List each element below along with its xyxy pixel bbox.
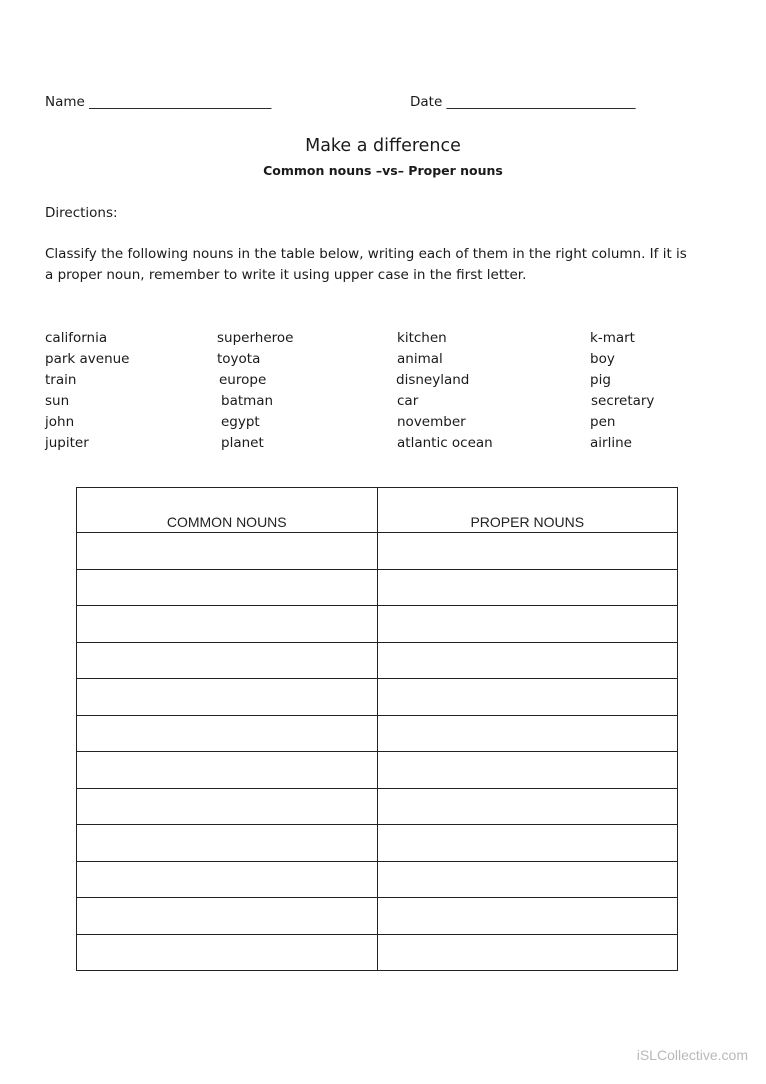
common-noun-cell[interactable] [77, 606, 378, 643]
table-row [77, 642, 678, 679]
proper-nouns-header: PROPER NOUNS [377, 488, 678, 533]
word-item: john [45, 414, 75, 430]
common-noun-cell[interactable] [77, 898, 378, 935]
common-nouns-header: COMMON NOUNS [77, 488, 378, 533]
proper-noun-cell[interactable] [377, 642, 678, 679]
word-item: car [397, 393, 419, 409]
table-row [77, 861, 678, 898]
word-item: california [45, 330, 108, 346]
word-item: sun [45, 393, 70, 409]
proper-noun-cell[interactable] [377, 825, 678, 862]
table-row [77, 788, 678, 825]
word-item: planet [221, 435, 264, 451]
common-noun-cell[interactable] [77, 569, 378, 606]
word-item: train [45, 372, 77, 388]
word-item: disneyland [396, 372, 470, 388]
instructions-line-1: Classify the following nouns in the table below, writing each of them in the right column. If it is [45, 246, 687, 262]
table-row [77, 752, 678, 789]
word-item: toyota [217, 351, 261, 367]
proper-noun-cell[interactable] [377, 606, 678, 643]
table-row [77, 569, 678, 606]
word-item: airline [590, 435, 632, 451]
common-noun-cell[interactable] [77, 679, 378, 716]
common-noun-cell[interactable] [77, 642, 378, 679]
proper-noun-cell[interactable] [377, 788, 678, 825]
word-item: atlantic ocean [397, 435, 493, 451]
common-noun-cell[interactable] [77, 788, 378, 825]
common-noun-cell[interactable] [77, 825, 378, 862]
table-row [77, 715, 678, 752]
table-row [77, 898, 678, 935]
watermark: iSLCollective.com [636, 1047, 748, 1063]
table-row [77, 533, 678, 570]
table-body [77, 533, 678, 971]
date-field: Date ____________________________ [410, 94, 636, 110]
word-item: k-mart [590, 330, 635, 346]
word-item: batman [221, 393, 274, 409]
word-item: park avenue [45, 351, 130, 367]
word-item: november [397, 414, 466, 430]
classification-table [76, 487, 678, 971]
proper-noun-cell[interactable] [377, 898, 678, 935]
proper-noun-cell[interactable] [377, 752, 678, 789]
common-noun-cell[interactable] [77, 715, 378, 752]
instructions-line-2: a proper noun, remember to write it using upper case in the first letter. [45, 267, 527, 283]
word-item: pen [590, 414, 616, 430]
proper-noun-cell[interactable] [377, 533, 678, 570]
common-noun-cell[interactable] [77, 533, 378, 570]
proper-noun-cell[interactable] [377, 715, 678, 752]
word-item: superheroe [217, 330, 294, 346]
directions-label: Directions: [45, 205, 118, 221]
word-item: animal [397, 351, 443, 367]
proper-noun-cell[interactable] [377, 861, 678, 898]
word-item: kitchen [397, 330, 447, 346]
name-field: Name ___________________________ [45, 94, 272, 110]
common-noun-cell[interactable] [77, 861, 378, 898]
word-item: europe [219, 372, 267, 388]
proper-noun-cell[interactable] [377, 934, 678, 971]
common-noun-cell[interactable] [77, 752, 378, 789]
word-item: jupiter [45, 435, 89, 451]
proper-noun-cell[interactable] [377, 679, 678, 716]
table-row [77, 934, 678, 971]
table-header-row [77, 488, 678, 533]
table-row [77, 825, 678, 862]
table-row [77, 606, 678, 643]
word-item: secretary [591, 393, 655, 409]
proper-noun-cell[interactable] [377, 569, 678, 606]
worksheet-subtitle: Common nouns –vs– Proper nouns [263, 163, 503, 178]
word-item: boy [590, 351, 615, 367]
worksheet-title: Make a difference [305, 136, 461, 156]
common-noun-cell[interactable] [77, 934, 378, 971]
word-item: pig [590, 372, 611, 388]
word-item: egypt [221, 414, 260, 430]
table-row [77, 679, 678, 716]
